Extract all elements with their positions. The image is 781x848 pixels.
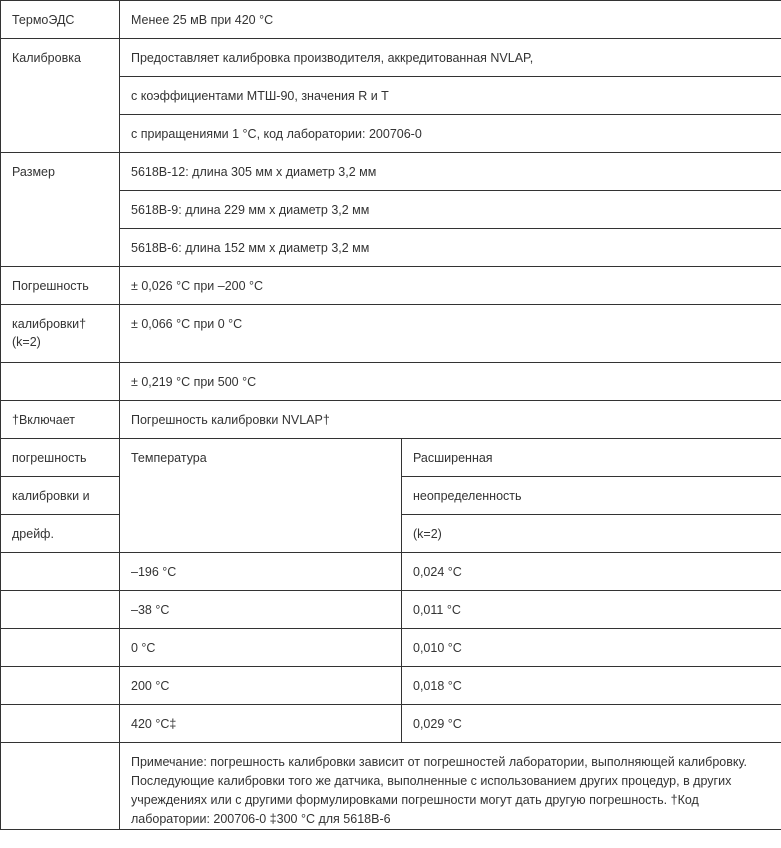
nvlap-data-row [1, 705, 781, 743]
table-row-uncertainty [1, 363, 781, 401]
row-value: Погрешность калибровки NVLAP† [120, 401, 781, 439]
nvlap-data-row [1, 591, 781, 629]
table-row-thermo-emf [1, 1, 781, 39]
table-row-note [1, 743, 781, 830]
row-label: калибровки† (k=2) [1, 305, 120, 363]
row-label-empty [1, 667, 120, 705]
row-label: Погрешность [1, 267, 120, 305]
row-label: дрейф. [1, 515, 120, 553]
temperature-cell: –196 °C [120, 553, 402, 591]
row-label: калибровки и [1, 477, 120, 515]
uncertainty-cell: 0,024 °C [402, 553, 781, 591]
row-label: Размер [1, 153, 120, 267]
table-row-size [1, 153, 781, 191]
table-row-uncertainty [1, 305, 781, 363]
row-label-empty [1, 553, 120, 591]
row-label-empty [1, 591, 120, 629]
uncertainty-cell: 0,018 °C [402, 667, 781, 705]
row-label-empty [1, 705, 120, 743]
row-label-empty [1, 743, 120, 830]
header-expanded: неопределенность [402, 477, 781, 515]
uncertainty-cell: 0,011 °C [402, 591, 781, 629]
nvlap-header-row [1, 439, 781, 477]
header-temperature: Температура [120, 439, 402, 553]
header-expanded: Расширенная [402, 439, 781, 477]
row-value: 5618B-9: длина 229 мм x диаметр 3,2 мм [120, 191, 781, 229]
row-value: 5618B-6: длина 152 мм x диаметр 3,2 мм [120, 229, 781, 267]
table-row-calibration [1, 39, 781, 77]
row-label-empty [1, 629, 120, 667]
temperature-cell: 0 °C [120, 629, 402, 667]
temperature-cell: 200 °C [120, 667, 402, 705]
nvlap-data-row [1, 553, 781, 591]
row-label: Калибровка [1, 39, 120, 153]
row-value: ± 0,026 °C при –200 °C [120, 267, 781, 305]
row-label: ТермоЭДС [1, 1, 120, 39]
nvlap-data-row [1, 629, 781, 667]
temperature-cell: –38 °C [120, 591, 402, 629]
table-row-includes [1, 401, 781, 439]
nvlap-data-row [1, 667, 781, 705]
table-row-uncertainty [1, 267, 781, 305]
row-value: ± 0,066 °C при 0 °C [120, 305, 781, 363]
row-label-empty [1, 363, 120, 401]
note-cell: Примечание: погрешность калибровки зависит от погрешностей лаборатории, выполняющей калибровку. Последующие калибровки того же датчика, выполненные с использованием других процедур, в других учреждениях или с другими формулировками погрешности могут дать другую погрешность. †Код лаборатории: 200706-0 ‡300 °C для 5618B-6 [120, 743, 781, 830]
row-value: ± 0,219 °C при 500 °C [120, 363, 781, 401]
row-value: Менее 25 мВ при 420 °C [120, 1, 781, 39]
row-value: 5618B-12: длина 305 мм x диаметр 3,2 мм [120, 153, 781, 191]
row-label: †Включает [1, 401, 120, 439]
temperature-cell: 420 °C‡ [120, 705, 402, 743]
header-expanded: (k=2) [402, 515, 781, 553]
uncertainty-cell: 0,010 °C [402, 629, 781, 667]
row-value: с коэффициентами МТШ-90, значения R и T [120, 77, 781, 115]
uncertainty-cell: 0,029 °C [402, 705, 781, 743]
row-value: с приращениями 1 °C, код лаборатории: 200706-0 [120, 115, 781, 153]
row-label: погрешность [1, 439, 120, 477]
row-value: Предоставляет калибровка производителя, аккредитованная NVLAP, [120, 39, 781, 77]
